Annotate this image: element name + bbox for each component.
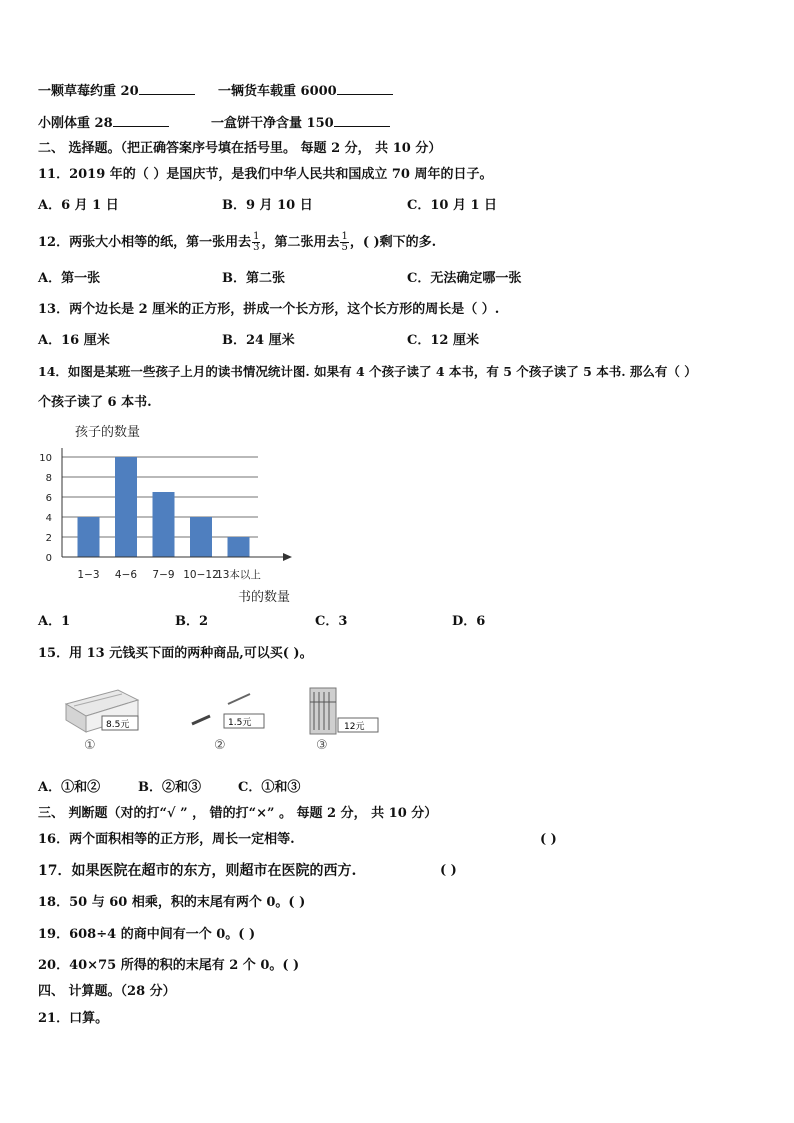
chart-bars	[78, 457, 250, 557]
chart-ytick-label: 2	[45, 533, 52, 544]
fill-line-strawberry-text: 一颗草莓约重 20	[38, 84, 139, 99]
reading-bar-chart	[38, 420, 308, 610]
q17-text: 17．如果医院在超市的东方，则超市在医院的西方.	[38, 863, 357, 879]
chart-ytick-label: 0	[45, 553, 52, 564]
chart-ylabel: 孩子的数量	[75, 425, 141, 440]
pencil-case-price: 8.5元	[106, 720, 130, 730]
q11-text: 11．2019 年的（ ）是国庆节，是我们中华人民共和国成立 70 周年的日子。	[38, 167, 493, 182]
goods-item-pen	[188, 682, 278, 756]
fill-line-biscuit	[211, 114, 390, 133]
q14-line2: 个孩子读了 6 本书.	[38, 395, 152, 410]
pen-icon	[188, 682, 278, 752]
chart-xtick-label: 13本以上	[216, 569, 261, 581]
q12-option-a[interactable]: A．第一张	[38, 271, 101, 286]
q12-pre: 12．两张大小相等的纸，第一张用去	[38, 235, 252, 250]
frac2-den: 5	[341, 242, 348, 253]
q12-text	[38, 232, 436, 253]
q18-text: 18．50 与 60 相乘，积的末尾有两个 0。( )	[38, 895, 306, 910]
chart-xtick-label: 1−3	[77, 569, 100, 581]
q14-line1: 14．如图是某班一些孩子上月的读书情况统计图. 如果有 4 个孩子读了 4 本书，有 5 个孩子读了 5 本书. 那么有（ ）	[38, 364, 697, 379]
fill-line-biscuit-text: 一盒饼干净含量 150	[211, 116, 334, 131]
frac1-num: 1	[253, 231, 260, 242]
answer-blank[interactable]	[334, 114, 390, 127]
section3-title: 三、 判断题（对的打“√ ” ， 错的打“×” 。 每题 2 分， 共 10 分）	[38, 806, 438, 821]
frac1-den: 3	[253, 242, 260, 253]
section2-title: 二、 选择题。（把正确答案序号填在括号里。 每题 2 分， 共 10 分）	[38, 141, 442, 156]
chart-bar	[115, 457, 137, 557]
q12-option-c[interactable]: C．无法确定哪一张	[407, 271, 522, 286]
chart-xlabel: 书的数量	[238, 590, 291, 605]
item-mark-3: ③	[316, 738, 328, 753]
fraction-one-third	[252, 232, 260, 253]
chart-bar	[153, 492, 175, 557]
fill-line-truck-text: 一辆货车载重 6000	[218, 84, 337, 99]
q14-option-d[interactable]: D．6	[452, 614, 486, 629]
pen-price: 1.5元	[228, 718, 252, 728]
fill-line-weight	[38, 114, 169, 133]
chart-xtick-label: 10−12	[183, 569, 219, 581]
q12-post: ，( )剩下的多.	[349, 235, 437, 250]
q14-option-b[interactable]: B．2	[175, 614, 209, 629]
q16-answer-paren[interactable]: ( )	[540, 832, 557, 847]
q13-text: 13．两个边长是 2 厘米的正方形，拼成一个长方形，这个长方形的周长是（ ）.	[38, 302, 500, 317]
fraction-one-fifth	[340, 232, 348, 253]
q13-option-a[interactable]: A．16 厘米	[38, 333, 110, 348]
q14-option-a[interactable]: A．1	[38, 614, 71, 629]
item-mark-1: ①	[84, 738, 96, 753]
q20-text: 20．40×75 所得的积的末尾有 2 个 0。( )	[38, 958, 300, 973]
q21-text: 21．口算。	[38, 1011, 109, 1026]
q15-option-a[interactable]: A．①和②	[38, 780, 101, 795]
q14-option-c[interactable]: C．3	[315, 614, 348, 629]
goods-item-pencil-case	[60, 682, 150, 756]
pencil-case-icon	[60, 682, 150, 752]
chart-ytick-label: 4	[45, 513, 52, 524]
q16-text: 16．两个面积相等的正方形，周长一定相等.	[38, 832, 295, 847]
q13-option-b[interactable]: B．24 厘米	[222, 333, 295, 348]
chart-yticks	[39, 453, 52, 564]
chart-x-axis-arrow	[283, 553, 292, 561]
chart-xticks	[77, 568, 261, 581]
fill-line-weight-text: 小刚体重 28	[38, 116, 113, 131]
q15-option-b[interactable]: B．②和③	[138, 780, 201, 795]
q15-option-c[interactable]: C．①和③	[238, 780, 301, 795]
chart-bar	[228, 537, 250, 557]
chart-ytick-label: 8	[45, 473, 52, 484]
q12-option-b[interactable]: B．第二张	[222, 271, 285, 286]
item-mark-2: ②	[214, 738, 226, 753]
q15-text: 15．用 13 元钱买下面的两种商品,可以买( )。	[38, 646, 313, 661]
q11-option-a[interactable]: A．6 月 1 日	[38, 198, 119, 213]
q13-option-c[interactable]: C．12 厘米	[407, 333, 479, 348]
q19-text: 19．608÷4 的商中间有一个 0。( )	[38, 927, 256, 942]
chart-xtick-label: 4−6	[114, 569, 138, 581]
q11-option-c[interactable]: C．10 月 1 日	[407, 198, 498, 213]
abacus-price: 12元	[344, 722, 365, 732]
chart-ytick-label: 6	[45, 493, 52, 504]
q11-option-b[interactable]: B．9 月 10 日	[222, 198, 313, 213]
fill-line-truck	[218, 82, 393, 101]
chart-bar	[78, 517, 100, 557]
fill-line-strawberry	[38, 82, 195, 101]
section4-title: 四、 计算题。（28 分）	[38, 984, 176, 999]
answer-blank[interactable]	[337, 82, 393, 95]
q17-answer-paren[interactable]: ( )	[440, 863, 457, 878]
q12-mid: ，第二张用去	[261, 235, 340, 250]
chart-ytick-label: 10	[39, 453, 52, 464]
chart-xtick-label: 7−9	[152, 569, 175, 581]
answer-blank[interactable]	[113, 114, 169, 127]
chart-bar	[190, 517, 212, 557]
frac2-num: 1	[341, 231, 348, 242]
goods-item-abacus	[304, 682, 394, 756]
answer-blank[interactable]	[139, 82, 195, 95]
